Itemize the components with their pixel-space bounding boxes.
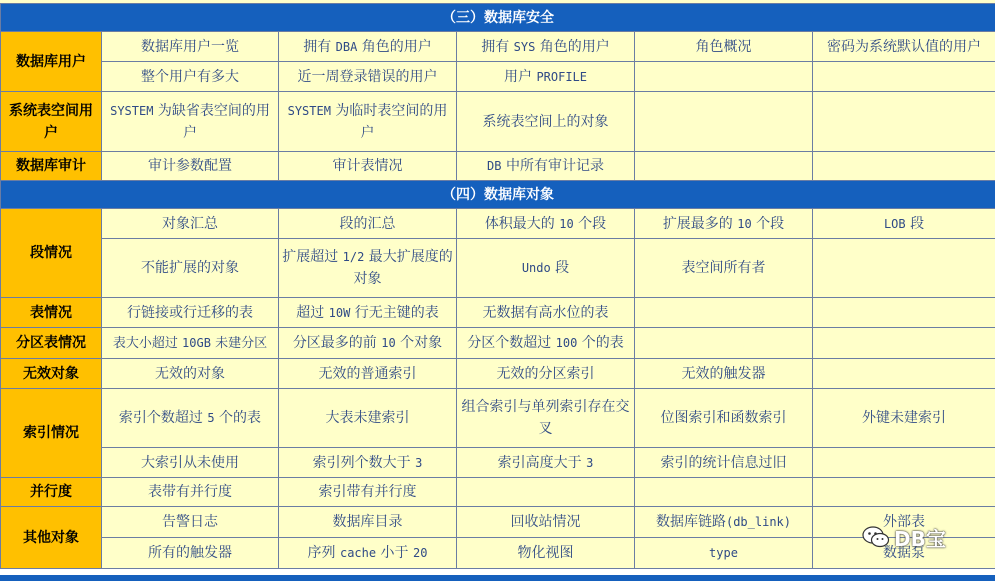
cell-all-triggers: 所有的触发器 — [102, 538, 279, 569]
cell-user-size: 整个用户有多大 — [102, 62, 279, 92]
wechat-icon — [862, 525, 890, 549]
cell-db-links: 数据库链路(db_link) — [635, 507, 813, 538]
category-segments: 段情况 — [1, 209, 102, 298]
cell-index-height-over-3: 索引高度大于 3 — [457, 448, 635, 478]
cell-empty — [635, 62, 813, 92]
cell-bitmap-function-indexes: 位图索引和函数索引 — [635, 389, 813, 448]
cell-alert-log: 告警日志 — [102, 507, 279, 538]
cell-invalid-triggers: 无效的触发器 — [635, 359, 813, 389]
cell-index-columns-over-3: 索引列个数大于 3 — [279, 448, 457, 478]
cell-user-list: 数据库用户一览 — [102, 32, 279, 62]
cell-invalid-partition-indexes: 无效的分区索引 — [457, 359, 635, 389]
cell-segment-summary: 段的汇总 — [279, 209, 457, 239]
cell-empty — [813, 92, 995, 152]
cell-non-extendable: 不能扩展的对象 — [102, 239, 279, 298]
cell-external-tables: 外部表 — [813, 507, 995, 538]
cell-large-unpartitioned: 表大小超过 10GB 未建分区 — [102, 328, 279, 359]
cell-most-extended-segments: 扩展最多的 10 个段 — [635, 209, 813, 239]
cell-empty — [813, 359, 995, 389]
cell-empty — [813, 62, 995, 92]
cell-sys-role-users: 拥有 SYS 角色的用户 — [457, 32, 635, 62]
cell-recyclebin: 回收站情况 — [457, 507, 635, 538]
cell-empty — [635, 152, 813, 181]
cell-over-100-partitions: 分区个数超过 100 个的表 — [457, 328, 635, 359]
cell-empty — [813, 298, 995, 328]
watermark-text: DB宝 — [894, 526, 946, 551]
cell-invalid-indexes: 无效的普通索引 — [279, 359, 457, 389]
cell-over-half-max-extents: 扩展超过 1/2 最大扩展度的对象 — [279, 239, 457, 298]
cell-sequence-cache: 序列 cache 小于 20 — [279, 538, 457, 569]
section-header-security: （三）数据库安全 — [1, 4, 995, 32]
watermark — [862, 521, 946, 553]
cell-high-watermark: 无数据有高水位的表 — [457, 298, 635, 328]
category-partitions: 分区表情况 — [1, 328, 102, 359]
cell-tablespace-owners: 表空间所有者 — [635, 239, 813, 298]
cell-lob-segments: LOB 段 — [813, 209, 995, 239]
cell-materialized-views: 物化视图 — [457, 538, 635, 569]
cell-fk-no-index: 外键未建索引 — [813, 389, 995, 448]
next-section-edge — [0, 575, 995, 581]
category-system-ts-users: 系统表空间用户 — [1, 92, 102, 152]
category-invalid: 无效对象 — [1, 359, 102, 389]
cell-role-overview: 角色概况 — [635, 32, 813, 62]
cell-chained-rows: 行链接或行迁移的表 — [102, 298, 279, 328]
cell-system-temp-ts: SYSTEM 为临时表空间的用户 — [279, 92, 457, 152]
cell-empty — [457, 478, 635, 507]
category-indexes: 索引情况 — [1, 389, 102, 478]
cell-audit-table: 审计表情况 — [279, 152, 457, 181]
cell-no-pk-tables: 超过 10W 行无主键的表 — [279, 298, 457, 328]
cell-over-5-indexes: 索引个数超过 5 个的表 — [102, 389, 279, 448]
cell-empty — [813, 152, 995, 181]
cell-empty — [813, 478, 995, 507]
cell-largest-segments: 体积最大的 10 个段 — [457, 209, 635, 239]
cell-audit-records: DB 中所有审计记录 — [457, 152, 635, 181]
cell-overlapping-indexes: 组合索引与单列索引存在交叉 — [457, 389, 635, 448]
category-parallel: 并行度 — [1, 478, 102, 507]
category-others: 其他对象 — [1, 507, 102, 569]
cell-login-errors: 近一周登录错误的用户 — [279, 62, 457, 92]
cell-invalid-objects: 无效的对象 — [102, 359, 279, 389]
cell-empty — [635, 478, 813, 507]
category-db-users: 数据库用户 — [1, 32, 102, 92]
cell-empty — [635, 328, 813, 359]
cell-system-default-ts: SYSTEM 为缺省表空间的用户 — [102, 92, 279, 152]
cell-object-summary: 对象汇总 — [102, 209, 279, 239]
cell-audit-params: 审计参数配置 — [102, 152, 279, 181]
section-header-objects: （四）数据库对象 — [1, 181, 995, 209]
cell-table-parallel: 表带有并行度 — [102, 478, 279, 507]
cell-empty — [635, 92, 813, 152]
inspection-table — [0, 3, 995, 569]
cell-empty — [813, 328, 995, 359]
cell-data-pump: 数据泵 — [813, 538, 995, 569]
category-db-audit: 数据库审计 — [1, 152, 102, 181]
cell-most-partitions: 分区最多的前 10 个对象 — [279, 328, 457, 359]
category-tables: 表情况 — [1, 298, 102, 328]
cell-empty — [635, 298, 813, 328]
cell-empty — [813, 239, 995, 298]
cell-default-password-users: 密码为系统默认值的用户 — [813, 32, 995, 62]
cell-empty — [813, 448, 995, 478]
cell-user-profile: 用户 PROFILE — [457, 62, 635, 92]
cell-types: type — [635, 538, 813, 569]
cell-system-ts-objects: 系统表空间上的对象 — [457, 92, 635, 152]
cell-dba-role-users: 拥有 DBA 角色的用户 — [279, 32, 457, 62]
cell-undo-segments: Undo 段 — [457, 239, 635, 298]
cell-stale-index-stats: 索引的统计信息过旧 — [635, 448, 813, 478]
cell-directories: 数据库目录 — [279, 507, 457, 538]
cell-index-parallel: 索引带有并行度 — [279, 478, 457, 507]
cell-unused-large-index: 大索引从未使用 — [102, 448, 279, 478]
cell-large-table-no-index: 大表未建索引 — [279, 389, 457, 448]
